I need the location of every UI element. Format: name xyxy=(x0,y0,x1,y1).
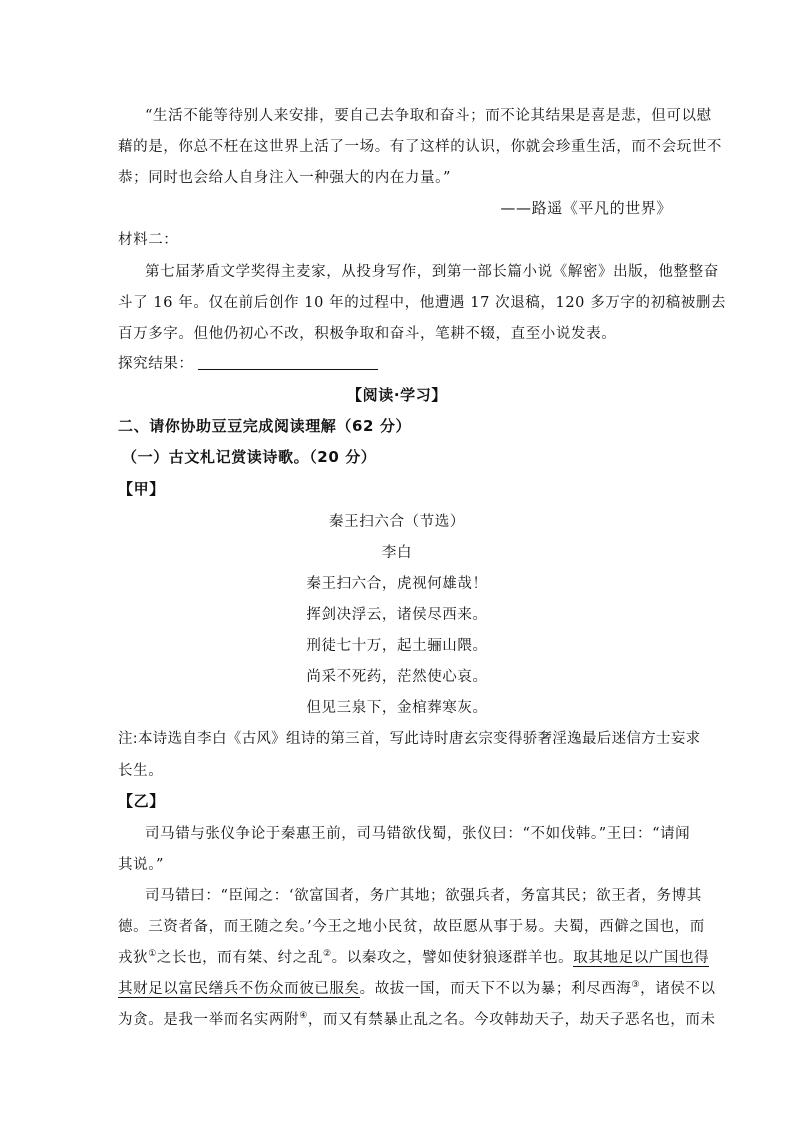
text-span: 戎狄 xyxy=(118,950,149,966)
quote-source: ——路遥《平凡的世界》 xyxy=(500,199,672,217)
poem-line-4: 尚采不死药，茫然使心哀。 xyxy=(306,669,488,685)
poem-line-1: 秦王扫六合，虎视何雄哉！ xyxy=(306,576,488,592)
poem-note-line-2: 长生。 xyxy=(118,763,164,779)
material2-line-2: 斗了 16 年。仅在前后创作 10 年的过程中，他遭遇 17 次退稿，120 多万字的初稿被删去 xyxy=(118,295,727,311)
yi-p2-line-2: 德。三资者备，而王随之矣。’今王之地小民贫，故臣愿从事于易。夫蜀，西僻之国也，而 xyxy=(118,919,705,935)
quote-line-1: “生活不能等待别人来安排，要自己去争取和奋斗；而不论其结果是喜是悲，但可以慰 xyxy=(145,108,712,124)
text-span: ，而又有禁暴止乱之名。今攻韩劫天子，劫天子恶名也，而未 xyxy=(307,1012,716,1028)
quote-line-3: 恭；同时也会给人自身注入一种强大的内在力量。” xyxy=(118,170,451,186)
yi-p1-line-1: 司马错与张仪争论于秦惠王前，司马错欲伐蜀，张仪曰：“不如伐韩。”王曰：“请闻 xyxy=(145,826,691,842)
result-label: 探究结果： xyxy=(118,356,194,372)
material2-heading: 材料二： xyxy=(118,232,179,248)
poem-title: 秦王扫六合（节选） xyxy=(329,514,465,530)
footnote-1: ① xyxy=(148,949,157,960)
poem-author: 李白 xyxy=(381,545,413,561)
poem-line-2: 挥剑决浮云，诸侯尽西来。 xyxy=(306,607,488,623)
yi-p1-line-2: 其说。” xyxy=(118,857,165,873)
yi-mark: 【乙】 xyxy=(118,792,165,810)
yi-p2-line-1: 司马错曰：“臣闻之：‘欲富国者，务广其地；欲强兵者，务富其民；欲王者，务博其 xyxy=(145,888,702,904)
part2-subtitle: （一）古文札记赏读诗歌。（20 分） xyxy=(122,448,377,466)
part2-title: 二、请你协助豆豆完成阅读理解（62 分） xyxy=(118,417,412,435)
underlined-sentence-part-2: 其财足以富民缮兵不伤众而彼已服矣 xyxy=(118,981,360,997)
poem-line-5: 但见三泉下，金棺葬寒灰。 xyxy=(306,700,488,716)
material2-line-3: 百万多字。但他仍初心不改，积极争取和奋斗，笔耕不辍，直至小说发表。 xyxy=(118,326,617,342)
jia-mark: 【甲】 xyxy=(118,480,165,498)
footnote-2: ② xyxy=(322,949,332,960)
text-span: 之长也，而有桀、纣之乱 xyxy=(156,950,323,966)
material2-line-1: 第七届茅盾文学奖得主麦家，从投身写作，到第一部长篇小说《解密》出版，他整整奋 xyxy=(145,264,719,280)
text-span: 。以秦攻之，譬如使豺狼逐群羊也。 xyxy=(331,950,574,966)
yi-p2-line-4 xyxy=(118,977,716,998)
section-banner: 【阅读·学习】 xyxy=(347,386,447,404)
result-answer-blank[interactable] xyxy=(198,355,378,370)
poem-note-line-1: 注:本诗选自李白《古风》组诗的第三首，写此诗时唐玄宗变得骄奢淫逸最后迷信方士妄求 xyxy=(118,731,701,747)
underlined-sentence-part-1: 取其地足以广国也得 xyxy=(573,950,710,966)
quote-line-2: 藉的是，你总不枉在这世界上活了一场。有了这样的认识，你就会珍重生活，而不会玩世不 xyxy=(118,139,722,155)
text-span: ，诸侯不以 xyxy=(640,981,716,997)
footnote-3: ③ xyxy=(631,980,641,991)
yi-p2-line-5 xyxy=(118,1008,716,1029)
text-span: 为贪。是我一举而名实两附 xyxy=(118,1012,300,1028)
footnote-4: ④ xyxy=(299,1011,308,1022)
text-span: 。故拔一国，而天下不以为暴；利尽西海 xyxy=(359,981,632,997)
yi-p2-line-3 xyxy=(118,946,709,967)
result-row xyxy=(118,352,378,373)
poem-line-3: 刑徒七十万，起土骊山隈。 xyxy=(306,638,488,654)
